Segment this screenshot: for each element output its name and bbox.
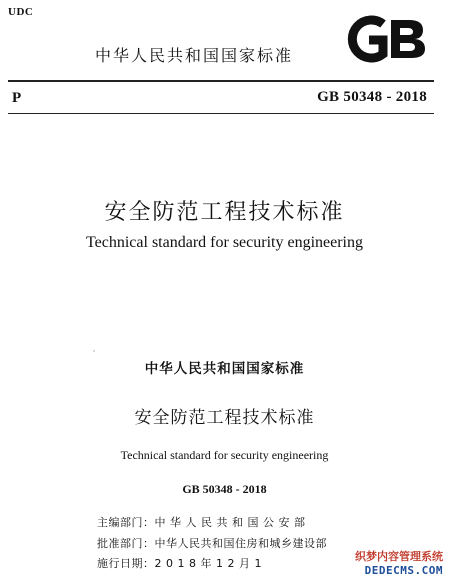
udc-label: UDC <box>8 6 34 18</box>
header-divider-top <box>8 80 434 82</box>
scan-speck <box>93 350 95 352</box>
inner-standard-type: 中华人民共和国国家标准 <box>144 361 305 377</box>
header-divider-bottom <box>8 113 434 114</box>
watermark-line2: DEDECMS.COM <box>364 564 443 577</box>
inner-title-en: Technical standard for security engineering <box>120 448 329 462</box>
inner-title-cn: 安全防范工程技术标准 <box>134 408 315 428</box>
effective-date: 施行日期：2 0 1 8 年 1 2 月 1 <box>97 557 262 570</box>
gb-number: GB 50348 - 2018 <box>317 89 427 105</box>
main-title-en: Technical standard for security engineering <box>86 234 363 251</box>
category-code: P <box>12 90 22 106</box>
approving-department: 批准部门：中华人民共和国住房和城乡建设部 <box>97 537 327 550</box>
gb-logo-g-stroke <box>352 20 383 58</box>
gb-logo-b-shape <box>391 20 425 58</box>
main-title-cn: 安全防范工程技术标准 <box>104 200 345 225</box>
editor-department: 主编部门：中 华 人 民 共 和 国 公 安 部 <box>97 516 306 529</box>
standard-type-header: 中华人民共和国国家标准 <box>95 46 294 65</box>
watermark-line1: 织梦内容管理系统 <box>355 550 443 563</box>
watermark <box>318 548 449 583</box>
inner-gb-number: GB 50348 - 2018 <box>182 482 267 496</box>
gb-logo <box>343 14 427 64</box>
